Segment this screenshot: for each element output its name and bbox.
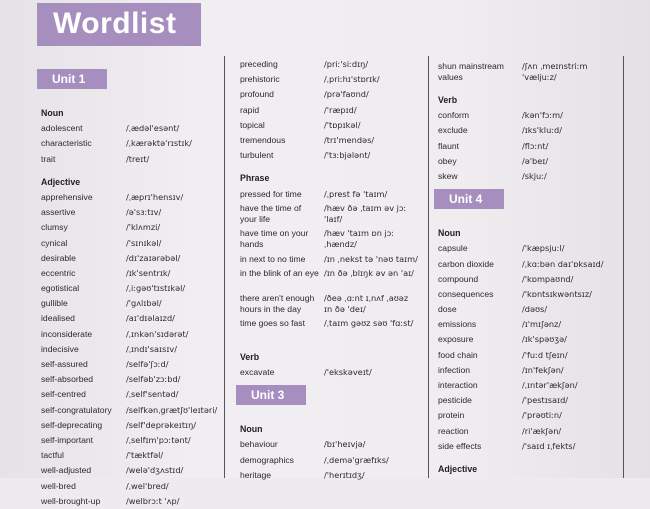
wordlist-entry [240, 118, 425, 133]
entry-pronunciation: /trɪ'mendəs/ [324, 134, 375, 145]
entry-word: indecisive [41, 343, 79, 354]
wordlist-entry [240, 187, 425, 202]
entry-pronunciation: /'kɒntsɪkwəntsɪz/ [522, 288, 592, 299]
wordlist-entry [41, 121, 221, 136]
entry-word: prehistoric [240, 74, 280, 85]
entry-pronunciation: /'gʌlɪbəl/ [126, 298, 162, 309]
entry-pronunciation: /ˌwel'bred/ [126, 480, 169, 491]
entry-pronunciation: /'kɒmpaʊnd/ [522, 273, 574, 284]
wordlist-column-2 [240, 57, 425, 483]
entry-word: well-bred [41, 480, 76, 491]
wordlist-entry [240, 267, 425, 292]
entry-word: consequences [438, 288, 494, 299]
unit-heading: Unit 1 [37, 69, 107, 89]
entry-word: preceding [240, 59, 278, 69]
wordlist-entry [438, 317, 622, 332]
entry-word: in the blink of an eye [240, 267, 319, 278]
entry-pronunciation: /selfəb'zɔːbd/ [126, 374, 181, 385]
entry-word: self-important [41, 434, 94, 445]
entry-pronunciation: /'herɪtɪdʒ/ [324, 469, 365, 480]
wordlist-entry [240, 292, 425, 317]
entry-pronunciation: /'kæpsjuːl/ [522, 243, 565, 254]
wordlist-entry [240, 365, 425, 380]
wordlist-entry [240, 103, 425, 118]
wordlist-entry [438, 108, 622, 123]
entry-pronunciation: /ˌkærəktə'rɪstɪk/ [126, 138, 192, 149]
wordlist-entry [41, 372, 221, 387]
entry-pronunciation: /welbrɔːt 'ʌp/ [126, 495, 180, 506]
entry-pronunciation: /flɔːnt/ [522, 140, 549, 151]
wordlist-entry [41, 205, 221, 220]
entry-word: inconsiderate [41, 328, 93, 339]
entry-pronunciation: /treɪt/ [126, 153, 150, 164]
entry-pronunciation: /ɪk'spəʊʒə/ [522, 334, 567, 345]
entry-word: rapid [240, 104, 260, 115]
part-of-speech-heading: Noun [240, 424, 263, 435]
unit-heading: Unit 4 [434, 189, 504, 209]
wordlist-entry [240, 133, 425, 148]
wordlist-entry [438, 257, 622, 272]
wordlist-entry [41, 152, 221, 167]
entry-word: characteristic [41, 138, 92, 149]
wordlist-entry [438, 378, 622, 393]
entry-word: have the time of your life [240, 202, 302, 224]
entry-word: capsule [438, 243, 468, 254]
entry-word: reaction [438, 425, 469, 436]
entry-word: emissions [438, 319, 477, 330]
wordlist-entry [41, 448, 221, 463]
wordlist-entry [438, 332, 622, 347]
entry-word: time goes so fast [240, 317, 305, 328]
entry-pronunciation: /ˌselfɪm'pɔːtənt/ [126, 434, 191, 445]
entry-word: food chain [438, 349, 478, 360]
entry-word: skew [438, 170, 458, 181]
part-of-speech-heading: Adjective [438, 463, 478, 474]
entry-pronunciation: /'ekskəveɪt/ [324, 367, 372, 378]
part-of-speech-heading: Adjective [41, 176, 81, 187]
wordlist-entry [41, 387, 221, 402]
wordlist-entry [41, 357, 221, 372]
entry-pronunciation: /'tæktfəl/ [126, 450, 164, 461]
wordlist-entry [240, 148, 425, 163]
entry-pronunciation: /'saɪd ɪˌfekts/ [522, 440, 576, 451]
entry-pronunciation: /ˌɪndɪ'saɪsɪv/ [126, 343, 177, 354]
wordlist-entry [41, 342, 221, 357]
entry-pronunciation: /ˌprest fə 'taɪm/ [324, 188, 388, 199]
wordlist-entry [438, 424, 622, 439]
entry-word: well-adjusted [41, 465, 92, 476]
entry-pronunciation: /ˌædəl'esənt/ [126, 123, 180, 134]
wordlist-entry [41, 433, 221, 448]
wordlist-entry [438, 348, 622, 363]
entry-word: self-assured [41, 359, 88, 370]
part-of-speech-heading: Phrase [240, 173, 270, 184]
entry-pronunciation: /ðeə ˌɑːnt ɪˌnʌf ˌaʊəz ɪn ðə 'deɪ/ [324, 292, 409, 314]
wordlist-entry [240, 202, 425, 227]
part-of-speech-heading: Verb [240, 351, 260, 362]
entry-pronunciation: /'sɪnɪkəl/ [126, 237, 162, 248]
entry-word: tactful [41, 450, 64, 461]
entry-pronunciation: /dəʊs/ [522, 304, 548, 315]
wordlist-entry [41, 296, 221, 311]
entry-pronunciation: /ˌpriːhɪ'stɒrɪk/ [324, 74, 380, 85]
entry-word: infection [438, 364, 471, 375]
entry-word: side effects [438, 440, 482, 451]
wordlist-entry [41, 220, 221, 235]
wordlist-entry [438, 287, 622, 302]
wordlist-entry [240, 437, 425, 452]
entry-pronunciation: /self'deprəkeɪtɪŋ/ [126, 419, 197, 430]
entry-pronunciation: /'klʌmzi/ [126, 222, 161, 233]
entry-word: idealised [41, 313, 75, 324]
entry-pronunciation: /ˌæprɪ'hensɪv/ [126, 191, 184, 202]
entry-word: demographics [240, 454, 294, 465]
wordlist-entry [240, 453, 425, 468]
wordlist-entry [240, 227, 425, 252]
entry-word: carbon dioxide [438, 258, 494, 269]
unit-heading: Unit 3 [236, 385, 306, 405]
wordlist-entry [240, 87, 425, 102]
entry-word: turbulent [240, 150, 274, 161]
wordlist-entry [438, 169, 622, 184]
entry-pronunciation: /ɪks'kluːd/ [522, 125, 562, 136]
entry-word: shun mainstream values [438, 61, 504, 82]
entry-pronunciation: /ˌiːgəʊ'tɪstɪkəl/ [126, 283, 186, 294]
entry-word: adolescent [41, 123, 83, 134]
part-of-speech-heading: Noun [41, 108, 64, 118]
wordlist-entry [240, 252, 425, 267]
entry-pronunciation: /'ræpɪd/ [324, 104, 357, 115]
entry-pronunciation: /'prəʊtiːn/ [522, 410, 562, 421]
wordlist-entry [438, 139, 622, 154]
wordlist-entry [240, 468, 425, 483]
entry-word: compound [438, 273, 479, 284]
wordlist-entry [438, 123, 622, 138]
entry-word: desirable [41, 252, 76, 263]
wordlist-entry [41, 479, 221, 494]
entry-pronunciation: /hæv 'taɪm ɒn jɔː ˌhændz/ [324, 227, 395, 249]
entry-word: excavate [240, 367, 275, 378]
entry-word: there aren't enough hours in the day [240, 292, 315, 314]
entry-pronunciation: /ə'sɜːtɪv/ [126, 207, 162, 218]
entry-word: clumsy [41, 222, 68, 233]
entry-pronunciation: /ˌɪnkən'sɪdərət/ [126, 328, 189, 339]
entry-pronunciation: /ˌɪntər'ækʃən/ [522, 380, 578, 391]
entry-word: behaviour [240, 439, 278, 450]
wordlist-entry [41, 463, 221, 478]
entry-pronunciation: /ˌdemə'græfɪks/ [324, 454, 389, 465]
entry-word: obey [438, 155, 457, 166]
entry-word: cynical [41, 237, 68, 248]
entry-pronunciation: /ɪn'fekʃən/ [522, 364, 564, 375]
wordlist-entry [438, 363, 622, 378]
entry-word: self-deprecating [41, 419, 103, 430]
wordlist-column-3 [438, 60, 622, 477]
entry-pronunciation: /ˌkɑːbən daɪ'ɒksaɪd/ [522, 258, 604, 269]
entry-word: interaction [438, 380, 478, 391]
part-of-speech-heading: Noun [438, 228, 461, 239]
entry-word: exposure [438, 334, 474, 345]
entry-pronunciation: /welə'dʒʌstɪd/ [126, 465, 184, 476]
wordlist-entry [41, 281, 221, 296]
entry-word: well-brought-up [41, 495, 101, 506]
entry-word: eccentric [41, 267, 76, 278]
wordlist-entry [41, 136, 221, 151]
wordlist-entry [41, 311, 221, 326]
entry-word: self-absorbed [41, 374, 94, 385]
entry-pronunciation: /'fuːd tʃeɪn/ [522, 349, 568, 360]
wordlist-entry [41, 418, 221, 433]
entry-pronunciation: /hæv ðə ˌtaɪm əv jɔː 'laɪf/ [324, 202, 407, 224]
entry-pronunciation: /'tɒpɪkəl/ [324, 119, 361, 130]
entry-pronunciation: /ˌself'sentəd/ [126, 389, 179, 400]
entry-word: self-congratulatory [41, 404, 112, 415]
entry-pronunciation: /ɪk'sentrɪk/ [126, 267, 171, 278]
column-divider [623, 56, 624, 478]
entry-pronunciation: /'tɜːbjələnt/ [324, 150, 371, 161]
wordlist-entry [438, 408, 622, 423]
entry-pronunciation: /ɪ'mɪʃənz/ [522, 319, 562, 330]
wordlist-entry [41, 327, 221, 342]
entry-word: trait [41, 153, 56, 164]
entry-pronunciation: /'pestɪsaɪd/ [522, 395, 569, 406]
wordlist-entry [41, 266, 221, 281]
entry-word: protein [438, 410, 465, 421]
entry-pronunciation: /kən'fɔːm/ [522, 110, 563, 121]
entry-word: pesticide [438, 395, 472, 406]
wordlist-entry [438, 393, 622, 408]
wordlist-entry [438, 154, 622, 169]
entry-pronunciation: /aɪ'dɪəlaɪzd/ [126, 313, 175, 324]
wordlist-entry [240, 57, 425, 72]
entry-word: heritage [240, 469, 272, 480]
column-divider [224, 56, 225, 478]
entry-word: profound [240, 89, 274, 100]
wordlist-entry [438, 60, 622, 85]
wordlist-entry [438, 241, 622, 256]
entry-pronunciation: /ʃʌn ˌmeɪnstriːm 'væljuːz/ [522, 61, 588, 82]
wordlist-entry [240, 317, 425, 342]
column-divider [428, 56, 429, 478]
wordlist-entry [240, 72, 425, 87]
wordlist-entry [41, 190, 221, 205]
entry-word: assertive [41, 207, 76, 218]
wordlist-entry [41, 236, 221, 251]
page-title: Wordlist [53, 7, 177, 40]
wordlist-entry [41, 251, 221, 266]
entry-pronunciation: /dɪ'zaɪərəbəl/ [126, 252, 181, 263]
entry-pronunciation: /bɪ'heɪvjə/ [324, 439, 366, 450]
entry-pronunciation: /ˌtaɪm gəʊz səʊ 'fɑːst/ [324, 317, 414, 328]
entry-word: have time on your hands [240, 227, 309, 249]
entry-pronunciation: /ri'ækʃən/ [522, 425, 562, 436]
entry-word: conform [438, 110, 470, 121]
entry-word: topical [240, 119, 265, 130]
entry-pronunciation: /prə'faʊnd/ [324, 89, 369, 100]
entry-pronunciation: /ə'beɪ/ [522, 155, 549, 166]
entry-pronunciation: /priː'siːdɪŋ/ [324, 59, 369, 69]
wordlist-entry [41, 494, 221, 509]
wordlist-entry [41, 403, 221, 418]
part-of-speech-heading: Verb [438, 95, 458, 105]
entry-word: flaunt [438, 140, 460, 151]
wordlist-entry [438, 272, 622, 287]
entry-word: exclude [438, 125, 468, 136]
entry-pronunciation: /selfə'ʃɔːd/ [126, 359, 169, 370]
entry-word: pressed for time [240, 188, 302, 199]
wordlist-entry [438, 439, 622, 454]
entry-pronunciation: /selfkənˌgrætʃʊ'leɪtəri/ [126, 404, 218, 415]
entry-pronunciation: /ɪn ˌnekst tə 'nəʊ taɪm/ [324, 253, 418, 264]
entry-word: in next to no time [240, 253, 306, 264]
entry-pronunciation: /skjuː/ [522, 170, 547, 181]
entry-pronunciation: /ɪn ðə ˌblɪŋk əv ən 'aɪ/ [324, 267, 414, 278]
wordlist-entry [438, 302, 622, 317]
wordlist-column-1 [41, 64, 221, 509]
entry-word: dose [438, 304, 457, 315]
entry-word: gullible [41, 298, 68, 309]
entry-word: apprehensive [41, 191, 93, 202]
entry-word: egotistical [41, 283, 80, 294]
entry-word: self-centred [41, 389, 86, 400]
entry-word: tremendous [240, 134, 286, 145]
